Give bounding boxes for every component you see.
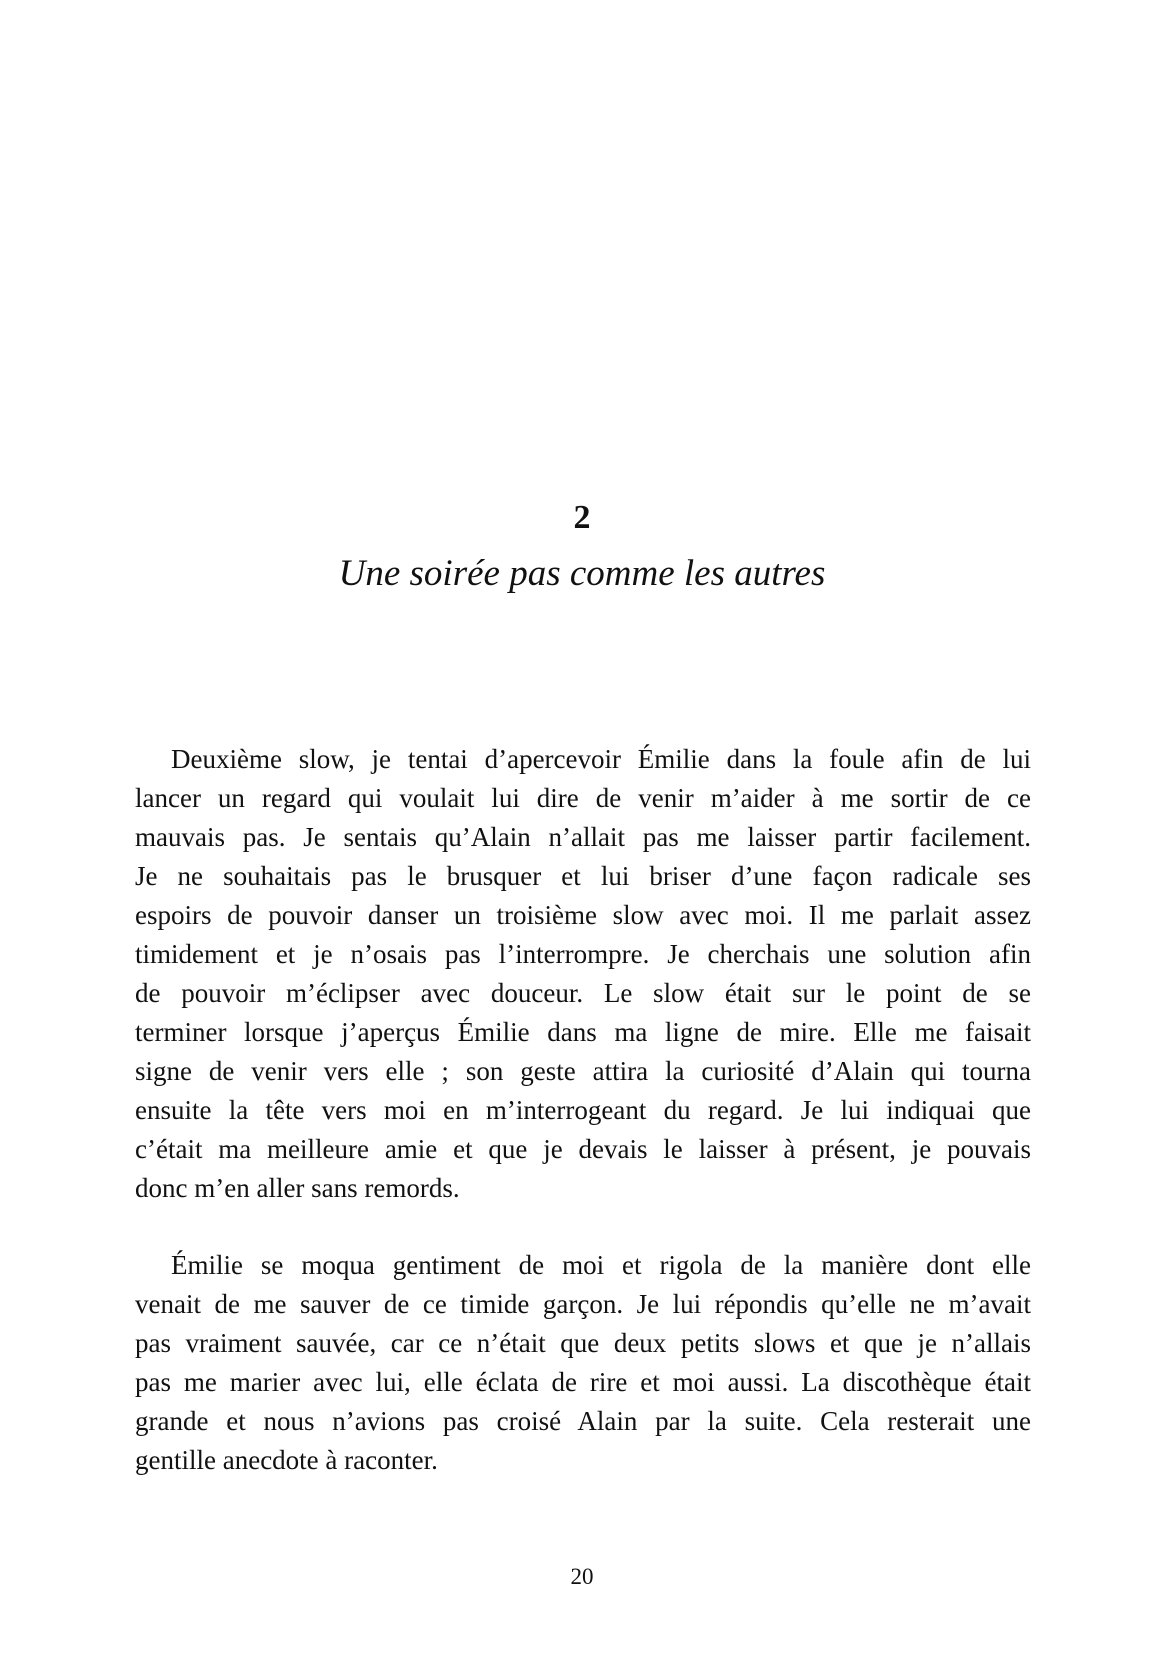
chapter-number: 2 <box>573 499 591 536</box>
text-line: mauvais pas. Je sentais qu’Alain n’allait pas me laisser partir facilement. <box>135 822 1031 852</box>
text-line: de pouvoir m’éclipser avec douceur. Le slow était sur le point de se <box>135 978 1031 1008</box>
text-line: lancer un regard qui voulait lui dire de venir m’aider à me sortir de ce <box>135 783 1031 813</box>
paragraph-1 <box>135 740 1031 1208</box>
page-number: 20 <box>570 1564 594 1589</box>
text-line: signe de venir vers elle ; son geste attira la curiosité d’Alain qui tourna <box>135 1056 1031 1086</box>
chapter-title: Une soirée pas comme les autres <box>338 553 826 594</box>
paragraph-2 <box>135 1246 1031 1480</box>
text-line: Je ne souhaitais pas le brusquer et lui briser d’une façon radicale ses <box>135 861 1031 891</box>
text-line: pas vraiment sauvée, car ce n’était que deux petits slows et que je n’allais <box>135 1328 1031 1358</box>
text-line: venait de me sauver de ce timide garçon. Je lui répondis qu’elle ne m’avait <box>135 1289 1031 1319</box>
text-line: timidement et je n’osais pas l’interrompre. Je cherchais une solution afin <box>135 939 1031 969</box>
text-line: grande et nous n’avions pas croisé Alain par la suite. Cela resterait une <box>135 1406 1031 1436</box>
text-line: ensuite la tête vers moi en m’interrogeant du regard. Je lui indiquai que <box>135 1095 1031 1125</box>
chapter-body <box>135 740 1031 1480</box>
text-line: pas me marier avec lui, elle éclata de rire et moi aussi. La discothèque était <box>135 1367 1031 1397</box>
text-line: terminer lorsque j’aperçus Émilie dans ma ligne de mire. Elle me faisait <box>135 1017 1031 1047</box>
text-line: donc m’en aller sans remords. <box>135 1173 460 1203</box>
text-line: Deuxième slow, je tentai d’apercevoir Émilie dans la foule afin de lui <box>171 744 1031 774</box>
text-line: gentille anecdote à raconter. <box>135 1445 438 1475</box>
text-line: Émilie se moqua gentiment de moi et rigola de la manière dont elle <box>171 1250 1031 1280</box>
text-line: c’était ma meilleure amie et que je devais le laisser à présent, je pouvais <box>135 1134 1031 1164</box>
text-line: espoirs de pouvoir danser un troisième slow avec moi. Il me parlait assez <box>135 900 1031 930</box>
